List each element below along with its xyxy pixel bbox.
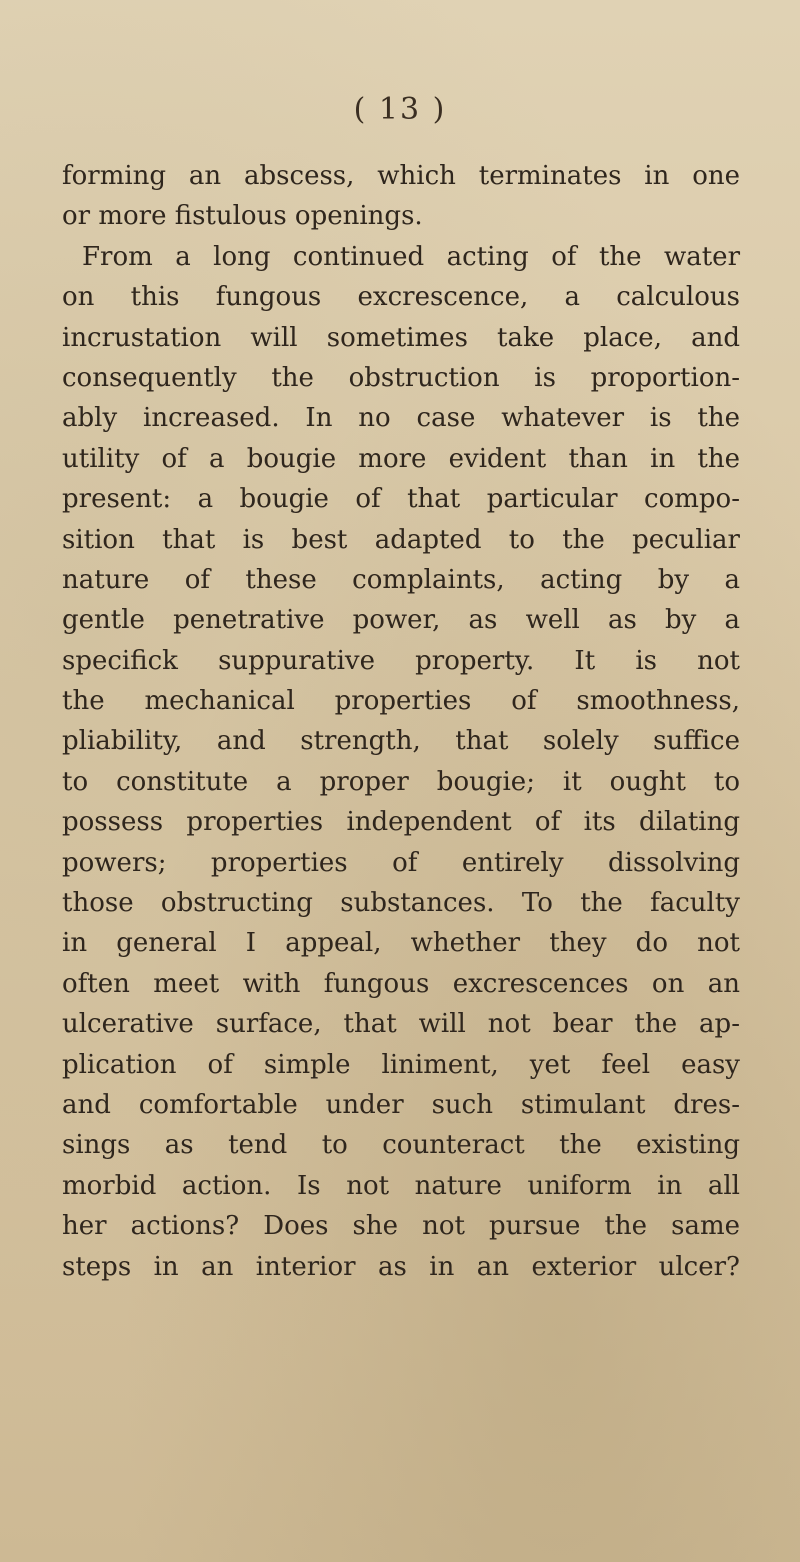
text-line: sings as tend to counteract the existing bbox=[62, 1130, 740, 1161]
text-line: ably increased. In no case whatever is the bbox=[62, 403, 740, 434]
text-line: on this fungous excrescence, a calculous bbox=[62, 282, 740, 313]
text-line: sition that is best adapted to the peculiar bbox=[62, 524, 740, 555]
text-line: often meet with fungous excrescences on an bbox=[62, 968, 740, 999]
body-text bbox=[62, 156, 740, 1287]
text-line: possess properties independent of its dilating bbox=[62, 807, 740, 838]
text-line: to constitute a proper bougie; it ought to bbox=[62, 766, 740, 797]
text-line: pliability, and strength, that solely suffice bbox=[62, 726, 740, 757]
text-line: present: a bougie of that particular compo- bbox=[62, 484, 740, 515]
text-line: those obstructing substances. To the faculty bbox=[62, 888, 740, 919]
text-line: morbid action. Is not nature uniform in all bbox=[62, 1170, 740, 1201]
text-line: utility of a bougie more evident than in the bbox=[62, 443, 740, 474]
text-line: or more fistulous openings. bbox=[62, 201, 423, 232]
text-line: incrustation will sometimes take place, and bbox=[62, 322, 740, 353]
text-line: ulcerative surface, that will not bear the ap- bbox=[62, 1009, 740, 1040]
text-line: forming an abscess, which terminates in one bbox=[62, 161, 740, 191]
text-line: From a long continued acting of the water bbox=[82, 241, 740, 272]
text-line: specifick suppurative property. It is not bbox=[62, 645, 740, 676]
text-line: plication of simple liniment, yet feel easy bbox=[62, 1049, 740, 1080]
text-line: gentle penetrative power, as well as by a bbox=[62, 605, 740, 636]
text-line: in general I appeal, whether they do not bbox=[62, 928, 740, 959]
text-line: the mechanical properties of smoothness, bbox=[62, 686, 740, 717]
text-line: steps in an interior as in an exterior ulcer? bbox=[62, 1251, 740, 1282]
page-number: ( 13 ) bbox=[353, 92, 447, 127]
text-line: and comfortable under such stimulant dres- bbox=[62, 1089, 740, 1120]
text-line: nature of these complaints, acting by a bbox=[62, 564, 740, 595]
text-line: powers; properties of entirely dissolving bbox=[62, 847, 740, 878]
text-line: consequently the obstruction is proportion- bbox=[62, 362, 740, 393]
text-line: her actions? Does she not pursue the same bbox=[62, 1211, 740, 1242]
